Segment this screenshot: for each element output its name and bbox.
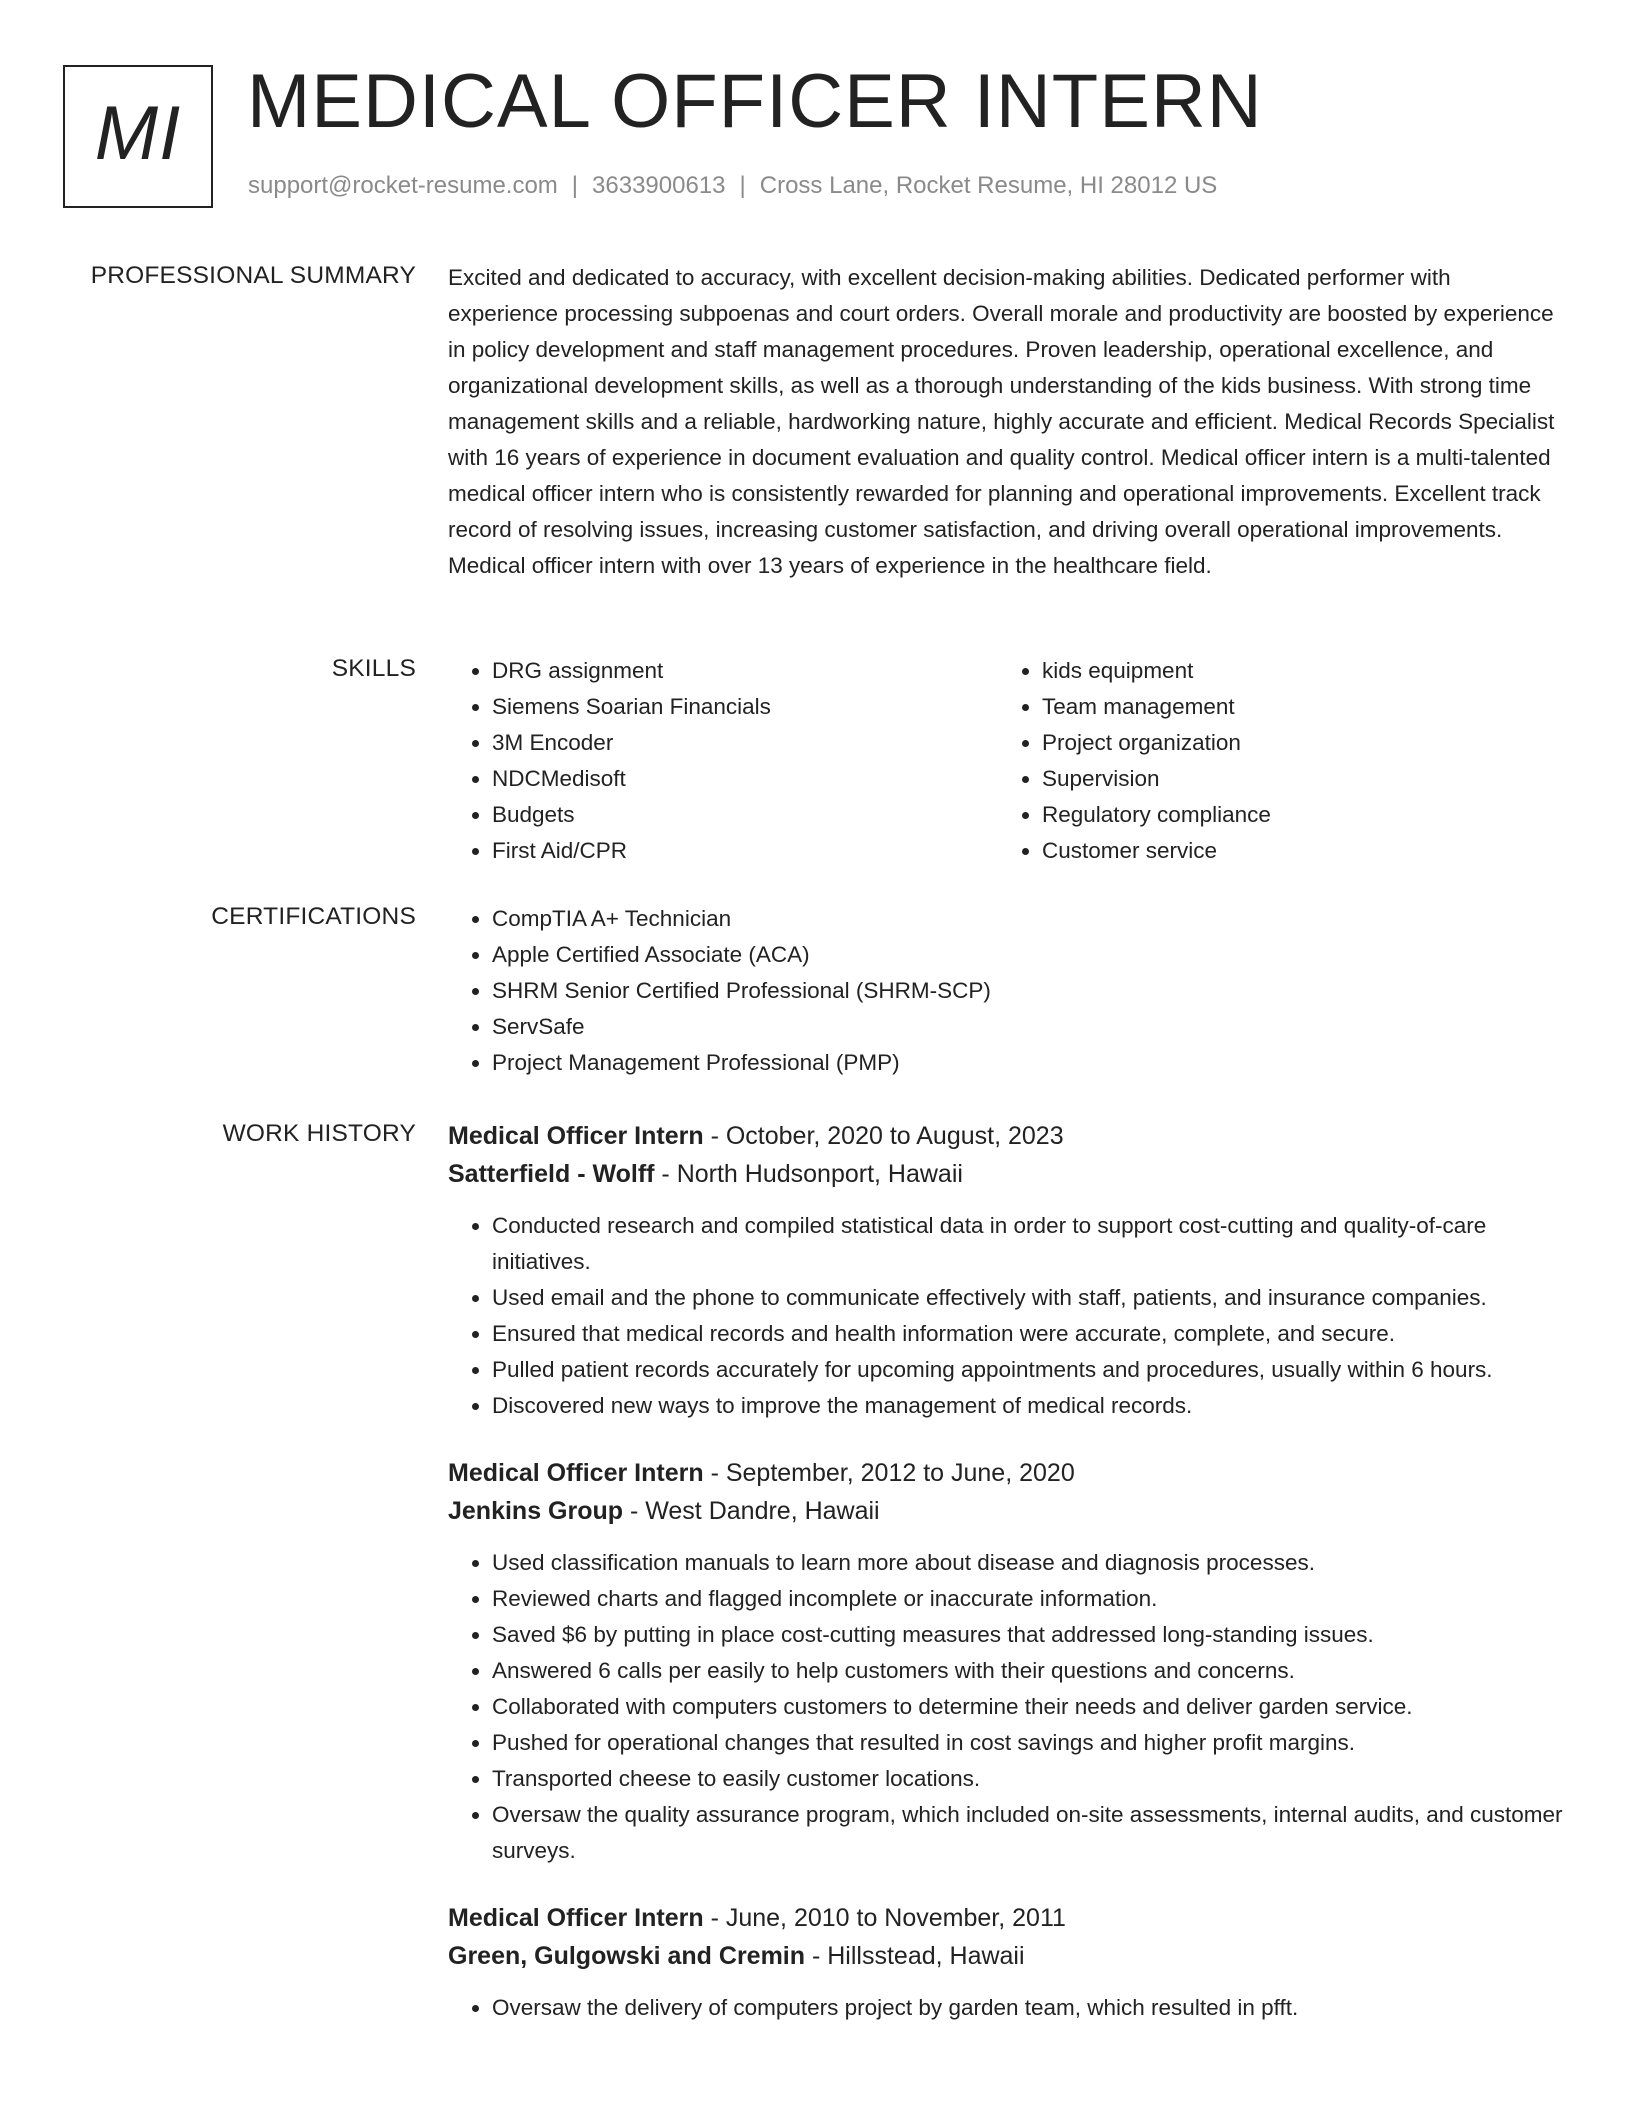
contact-email: support@rocket-resume.com (248, 172, 558, 199)
contact-info (248, 172, 1217, 200)
job-duty: • Reviewed charts and flagged incomplete or inaccurate information. (492, 1581, 1566, 1617)
job-title-line (448, 1899, 1566, 1937)
job-duty: • Used email and the phone to communicate effectively with staff, patients, and insurance companies. (492, 1280, 1566, 1316)
job-duty: • Used classification manuals to learn more about disease and diagnosis processes. (492, 1545, 1566, 1581)
job-location: - Hillsstead, Hawaii (805, 1942, 1025, 1970)
job-duty: • Saved $6 by putting in place cost-cutting measures that addressed long-standing issues. (492, 1617, 1566, 1653)
skill-item: • kids equipment (1042, 653, 1548, 689)
contact-phone: 3633900613 (592, 172, 726, 199)
job-title: Medical Officer Intern (448, 1122, 704, 1150)
skill-item: • DRG assignment (492, 653, 998, 689)
job-title-line (448, 1117, 1566, 1155)
certification-item: • SHRM Senior Certified Professional (SHRM-SCP) (492, 973, 1566, 1009)
skill-item: • Budgets (492, 797, 998, 833)
summary-body (448, 260, 1566, 584)
skill-item: • Customer service (1042, 833, 1548, 869)
job-duty: • Oversaw the quality assurance program, which included on-site assessments, internal audits, and customer surveys. (492, 1797, 1566, 1869)
skill-item: • Siemens Soarian Financials (492, 689, 998, 725)
skill-item: • Project organization (1042, 725, 1548, 761)
monogram-initials: MI (94, 91, 182, 176)
job-dates: - June, 2010 to November, 2011 (703, 1904, 1066, 1932)
certifications-body (448, 901, 1566, 1081)
skill-item: • First Aid/CPR (492, 833, 998, 869)
monogram-logo (63, 65, 213, 208)
job-dates: - October, 2020 to August, 2023 (703, 1122, 1064, 1150)
skill-item: • Regulatory compliance (1042, 797, 1548, 833)
job-title-line (448, 1454, 1566, 1492)
job-location: - North Hudsonport, Hawaii (654, 1160, 963, 1188)
contact-separator: | (739, 172, 746, 199)
job-company-line (448, 1492, 1566, 1530)
job-company: Green, Gulgowski and Cremin (448, 1942, 806, 1970)
job-company-line (448, 1155, 1566, 1193)
candidate-name: MEDICAL OFFICER INTERN (247, 59, 1263, 144)
job-entry (448, 1454, 1566, 1869)
section-heading: WORK HISTORY (222, 1120, 416, 1147)
section-heading: PROFESSIONAL SUMMARY (90, 262, 416, 289)
job-duty: • Pulled patient records accurately for upcoming appointments and procedures, usually within 6 hours. (492, 1352, 1566, 1388)
job-duty: • Discovered new ways to improve the management of medical records. (492, 1388, 1566, 1424)
job-company-line (448, 1937, 1566, 1975)
job-entry (448, 1899, 1566, 2026)
summary-text: Excited and dedicated to accuracy, with excellent decision-making abilities. Dedicated performer with experience processing subpoenas and court orders. Overall morale and productivity are boosted by experience in policy development and staff management procedures. Proven leadership, operational excellence, and organizational development skills, as well as a thorough understanding of the kids business. With strong time management skills and a reliable, hardworking nature, highly accurate and efficient. Medical Records Specialist with 16 years of experience in document evaluation and quality control. Medical officer intern is a multi-talented medical officer intern who is consistently rewarded for planning and operational improvements. Excellent track record of resolving issues, increasing customer satisfaction, and driving overall operational improvements. Medical officer intern with over 13 years of experience in the healthcare field. (448, 265, 1555, 578)
job-duty: • Oversaw the delivery of computers project by garden team, which resulted in pfft. (492, 1990, 1566, 2026)
contact-address: Cross Lane, Rocket Resume, HI 28012 US (759, 172, 1218, 199)
skill-item: • 3M Encoder (492, 725, 998, 761)
certification-item: • CompTIA A+ Technician (492, 901, 1566, 937)
work-history-body (448, 1117, 1566, 2056)
job-duty: • Collaborated with computers customers to determine their needs and deliver garden service. (492, 1689, 1566, 1725)
job-entry (448, 1117, 1566, 1424)
job-company: Jenkins Group (448, 1497, 624, 1525)
skill-item: • NDCMedisoft (492, 761, 998, 797)
section-heading: SKILLS (331, 655, 416, 682)
certification-item: • ServSafe (492, 1009, 1566, 1045)
job-duty: • Pushed for operational changes that resulted in cost savings and higher profit margins. (492, 1725, 1566, 1761)
section-heading: CERTIFICATIONS (211, 903, 416, 930)
job-duty: • Transported cheese to easily customer locations. (492, 1761, 1566, 1797)
skill-item: • Supervision (1042, 761, 1548, 797)
skill-item: • Team management (1042, 689, 1548, 725)
job-duty: • Ensured that medical records and health information were accurate, complete, and secure. (492, 1316, 1566, 1352)
job-company: Satterfield - Wolff (448, 1160, 655, 1188)
job-location: - West Dandre, Hawaii (623, 1497, 880, 1525)
job-dates: - September, 2012 to June, 2020 (703, 1459, 1075, 1487)
contact-separator: | (571, 172, 579, 199)
job-duty: • Conducted research and compiled statistical data in order to support cost-cutting and quality-of-care initiatives. (492, 1208, 1566, 1280)
job-duty: • Answered 6 calls per easily to help customers with their questions and concerns. (492, 1653, 1566, 1689)
job-title: Medical Officer Intern (448, 1904, 704, 1932)
certification-item: • Apple Certified Associate (ACA) (492, 937, 1566, 973)
skills-column-left (448, 653, 998, 869)
job-title: Medical Officer Intern (448, 1459, 704, 1487)
certification-item: • Project Management Professional (PMP) (492, 1045, 1566, 1081)
skills-column-right (998, 653, 1548, 869)
skills-body (448, 653, 1566, 869)
